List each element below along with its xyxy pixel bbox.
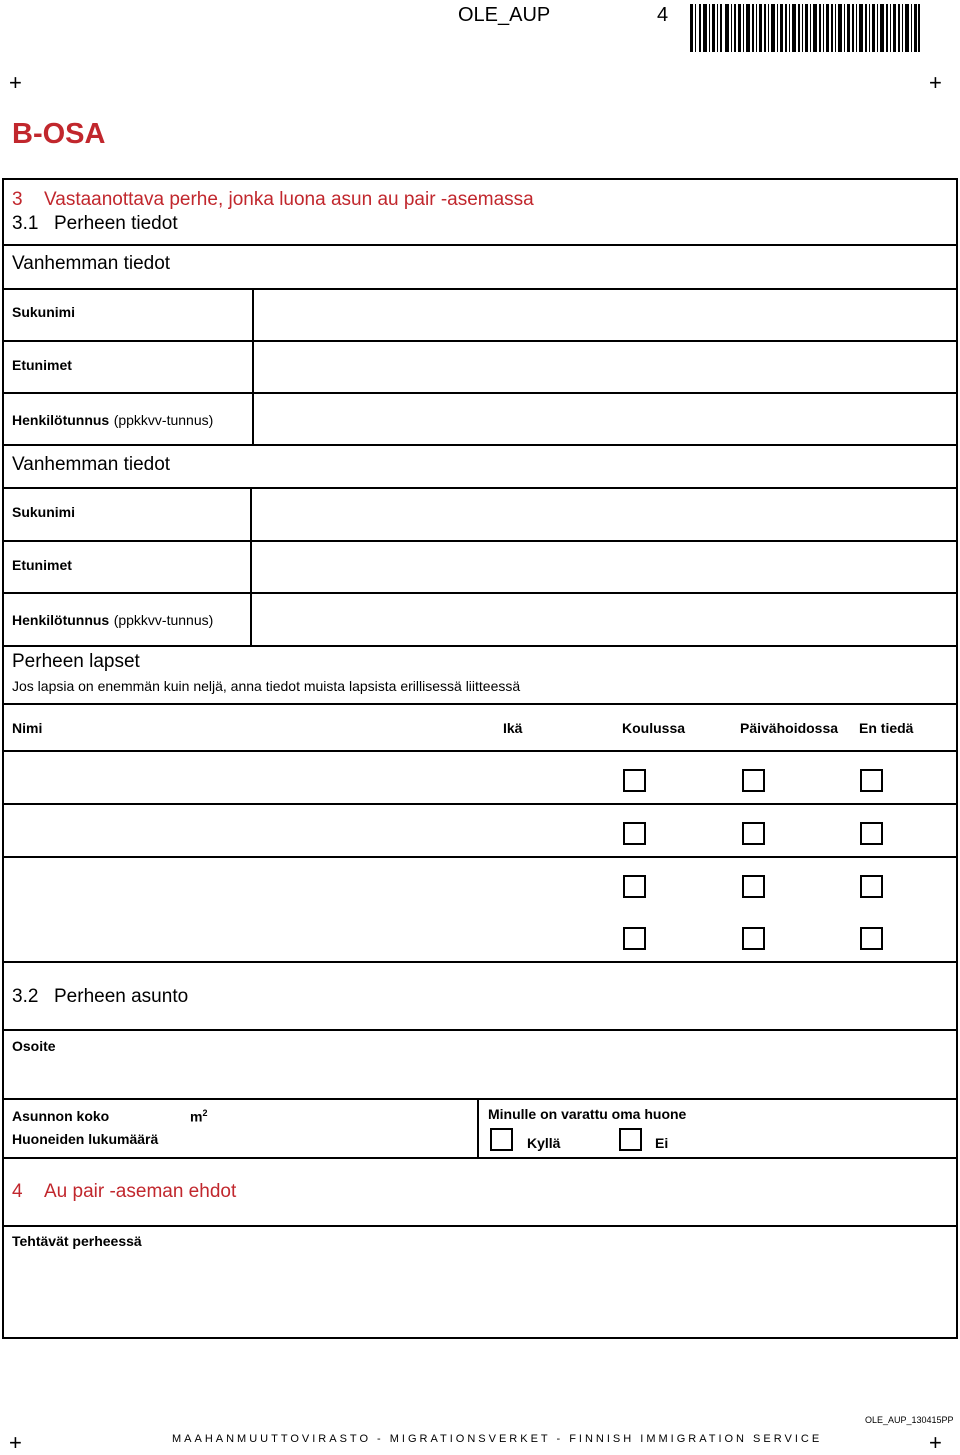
parent-2-id-label-group (12, 612, 213, 630)
divider (2, 340, 956, 342)
own-room-label: Minulle on varattu oma huone (488, 1106, 687, 1122)
child-3-school-checkbox[interactable] (623, 875, 646, 898)
parent-2-id-field[interactable] (254, 596, 952, 644)
apartment-size-label: Asunnon koko (12, 1108, 110, 1124)
own-room-yes-label: Kyllä (527, 1135, 561, 1151)
child-1-age-field[interactable] (498, 754, 598, 802)
address-label: Osoite (12, 1038, 56, 1054)
child-2-name-field[interactable] (6, 807, 486, 855)
column-header-age: Ikä (503, 720, 523, 736)
room-count-field[interactable] (172, 1128, 462, 1152)
section-3-2-title (12, 986, 188, 1008)
child-3-name-field[interactable] (6, 860, 486, 908)
parent-2-first-names-label: Etunimet (12, 557, 72, 573)
child-4-name-field[interactable] (6, 912, 486, 960)
own-room-no-checkbox[interactable] (619, 1128, 642, 1151)
child-2-age-field[interactable] (498, 807, 598, 855)
column-divider (252, 288, 254, 446)
divider (2, 1225, 956, 1227)
own-room-yes-checkbox[interactable] (490, 1128, 513, 1151)
parent-1-id-hint: (ppkkvv-tunnus) (113, 412, 214, 428)
parent-2-id-label: Henkilötunnus (12, 612, 110, 628)
section-4-text: Au pair -aseman ehdot (44, 1181, 237, 1202)
divider (2, 540, 956, 542)
agency-footer: MAAHANMUUTTOVIRASTO - MIGRATIONSVERKET - FINNISH IMMIGRATION SERVICE (172, 1433, 823, 1445)
divider (2, 803, 956, 805)
column-header-school: Koulussa (622, 720, 686, 736)
room-count-label: Huoneiden lukumäärä (12, 1131, 159, 1147)
parent-1-first-names-label: Etunimet (12, 357, 72, 373)
column-header-unknown: En tiedä (859, 720, 914, 736)
form-version-code: OLE_AUP_130415PP (865, 1415, 954, 1425)
parent-1-surname-field[interactable] (256, 292, 952, 340)
section-4-title (12, 1181, 236, 1203)
registration-mark-bottom-right: + (929, 1430, 942, 1455)
child-1-daycare-checkbox[interactable] (742, 769, 765, 792)
parent-2-id-hint: (ppkkvv-tunnus) (113, 612, 214, 628)
registration-mark-bottom-left: + (9, 1430, 22, 1455)
part-title: B-OSA (12, 118, 106, 150)
section-3-text: Vastaanottava perhe, jonka luona asun au pair -asemassa (44, 189, 534, 210)
size-unit-text: m (190, 1108, 203, 1125)
child-4-age-field[interactable] (498, 912, 598, 960)
child-1-school-checkbox[interactable] (623, 769, 646, 792)
child-3-age-field[interactable] (498, 860, 598, 908)
own-room-no-label: Ei (655, 1135, 669, 1151)
apartment-size-unit (190, 1108, 207, 1125)
divider (2, 592, 956, 594)
page-number: 4 (657, 4, 669, 26)
section-3-1-number: 3.1 (12, 213, 39, 234)
child-2-daycare-checkbox[interactable] (742, 822, 765, 845)
column-divider (250, 487, 252, 646)
children-heading: Perheen lapset (12, 651, 140, 672)
divider (2, 444, 956, 446)
section-3-number: 3 (12, 189, 23, 210)
duties-field[interactable] (6, 1254, 952, 1332)
divider (2, 1157, 956, 1159)
section-3-1-title (12, 213, 178, 235)
size-unit-exponent: 2 (202, 1108, 208, 1118)
registration-mark-top-left: + (9, 70, 22, 95)
divider (2, 487, 956, 489)
parent-1-id-field[interactable] (256, 396, 952, 444)
divider (2, 703, 956, 705)
form-code: OLE_AUP (458, 4, 551, 26)
child-2-unknown-checkbox[interactable] (860, 822, 883, 845)
divider (2, 856, 956, 858)
divider (2, 392, 956, 394)
parent-1-id-label: Henkilötunnus (12, 412, 110, 428)
parent-2-heading: Vanhemman tiedot (12, 454, 171, 475)
section-3-title (12, 189, 534, 211)
section-3-2-number: 3.2 (12, 986, 39, 1007)
parent-2-surname-label: Sukunimi (12, 504, 76, 520)
children-note: Jos lapsia on enemmän kuin neljä, anna tiedot muista lapsista erillisessä liitteessä (12, 678, 521, 694)
divider (2, 750, 956, 752)
registration-mark-top-right: + (929, 70, 942, 95)
divider (2, 645, 956, 647)
duties-label: Tehtävät perheessä (12, 1233, 142, 1249)
child-2-school-checkbox[interactable] (623, 822, 646, 845)
parent-2-surname-field[interactable] (254, 491, 952, 539)
child-4-daycare-checkbox[interactable] (742, 927, 765, 950)
child-3-unknown-checkbox[interactable] (860, 875, 883, 898)
child-3-daycare-checkbox[interactable] (742, 875, 765, 898)
address-field[interactable] (6, 1058, 952, 1096)
parent-1-surname-label: Sukunimi (12, 304, 76, 320)
column-header-name: Nimi (12, 720, 43, 736)
column-header-daycare: Päivähoidossa (740, 720, 839, 736)
section-3-1-text: Perheen tiedot (54, 213, 178, 234)
divider (2, 288, 956, 290)
parent-1-id-label-group (12, 412, 213, 430)
divider (2, 244, 956, 246)
parent-1-heading: Vanhemman tiedot (12, 253, 171, 274)
section-3-2-text: Perheen asunto (54, 986, 189, 1007)
divider (2, 1029, 956, 1031)
divider (2, 1098, 956, 1100)
column-divider (477, 1098, 479, 1158)
parent-2-first-names-field[interactable] (254, 544, 952, 592)
apartment-size-field[interactable] (122, 1102, 184, 1126)
child-1-name-field[interactable] (6, 754, 486, 802)
child-4-unknown-checkbox[interactable] (860, 927, 883, 950)
child-1-unknown-checkbox[interactable] (860, 769, 883, 792)
parent-1-first-names-field[interactable] (256, 344, 952, 392)
barcode (690, 4, 920, 52)
child-4-school-checkbox[interactable] (623, 927, 646, 950)
divider (2, 961, 956, 963)
section-4-number: 4 (12, 1181, 23, 1202)
